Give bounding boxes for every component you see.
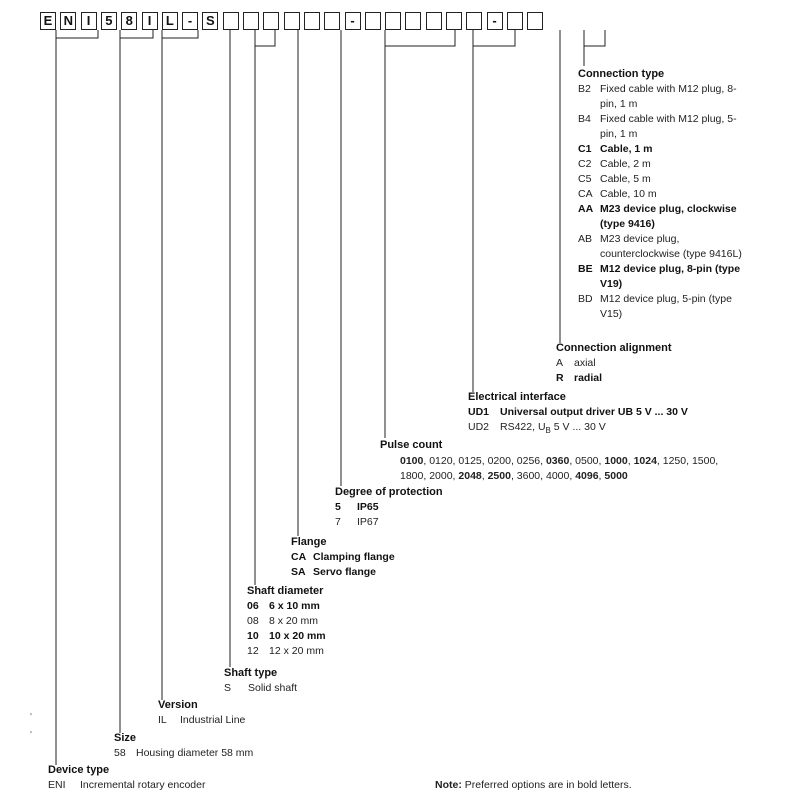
size-heading: Size — [114, 732, 137, 744]
code-box: S — [202, 12, 218, 30]
option-code: 08 — [247, 615, 259, 627]
option-code: UD2 — [468, 421, 490, 433]
section-electrical-interface — [468, 389, 768, 438]
option-row — [247, 599, 427, 614]
option-code: CA — [291, 551, 307, 563]
option-code: 12 — [247, 645, 259, 657]
option-desc: IP65 — [357, 501, 379, 513]
section-degree-of-protection — [335, 484, 515, 530]
connector-device-type — [56, 30, 98, 765]
connection-alignment-list — [556, 356, 736, 386]
protection-heading: Degree of protection — [335, 486, 443, 498]
option-desc: Clamping flange — [313, 551, 395, 563]
pulse-value: , — [481, 470, 488, 482]
option-code: 7 — [335, 516, 341, 528]
option-desc: Solid shaft — [248, 682, 298, 694]
version-heading: Version — [158, 699, 198, 711]
option-row — [578, 172, 753, 187]
option-row — [556, 356, 736, 371]
pulse-value-preferred: 0360 — [545, 455, 570, 467]
option-row — [578, 82, 753, 112]
code-box: - — [345, 12, 361, 30]
pulse-value: , 1250, 1500, — [656, 455, 719, 467]
option-desc: IP67 — [357, 516, 379, 528]
option-desc: Incremental rotary encoder — [80, 779, 206, 791]
option-code: A — [556, 357, 564, 369]
option-desc: Housing diameter 58 mm — [136, 747, 254, 759]
option-desc: axial — [574, 357, 596, 369]
option-code: C1 — [578, 143, 592, 155]
option-row — [158, 713, 358, 728]
option-code: 10 — [247, 630, 259, 642]
pulse-value: , — [627, 455, 634, 467]
option-code: B4 — [578, 113, 591, 125]
section-version — [158, 697, 358, 728]
option-code: AB — [578, 233, 593, 245]
section-pulse-count — [380, 437, 780, 483]
option-desc: Fixed cable with M12 plug, 8-pin, 1 m — [600, 83, 737, 110]
pulse-value-preferred: 2500 — [487, 470, 511, 482]
pulse-value: 1800, 2000, — [400, 470, 459, 482]
section-flange — [291, 534, 471, 580]
connection-alignment-heading: Connection alignment — [556, 342, 672, 354]
flange-list — [291, 550, 471, 580]
connection-type-heading: Connection type — [578, 68, 665, 80]
option-desc: Servo flange — [313, 566, 377, 578]
option-desc: RS422, $U_B$ 5 V ... 30 V — [500, 421, 606, 436]
code-box: - — [182, 12, 198, 30]
section-size — [114, 730, 334, 761]
connector-electrical-interface — [473, 30, 515, 392]
option-row — [335, 515, 515, 530]
option-desc: M12 device plug, 5-pin (type V15) — [600, 293, 732, 320]
option-code: C2 — [578, 158, 592, 170]
option-desc: Universal output driver UB 5 V ... 30 V — [500, 406, 688, 418]
shaft-diameter-heading: Shaft diameter — [247, 585, 324, 597]
note-text: Preferred options are in bold letters. — [461, 779, 632, 791]
option-code: 06 — [247, 600, 259, 612]
option-row — [578, 187, 753, 202]
section-connection-alignment — [556, 340, 736, 386]
option-code: 58 — [114, 747, 126, 759]
option-code: CA — [578, 188, 593, 200]
pulse-value-preferred: 0100 — [400, 455, 424, 467]
option-desc: M23 device plug, clockwise (type 9416) — [600, 203, 737, 230]
option-row — [578, 157, 753, 172]
pulse-count-line — [400, 455, 780, 468]
code-box: I — [142, 12, 158, 30]
option-desc: M12 device plug, 8-pin (type V19) — [600, 263, 741, 290]
pulse-value-preferred: 2048 — [458, 470, 482, 482]
stray-mark: ' — [30, 712, 32, 723]
code-box: E — [40, 12, 56, 30]
flange-heading: Flange — [291, 536, 327, 548]
pulse-count-heading: Pulse count — [380, 439, 443, 451]
stray-mark: ' — [30, 730, 32, 741]
option-row — [578, 112, 753, 142]
option-row — [224, 681, 424, 696]
option-code: AA — [578, 203, 594, 215]
pulse-value: , 3600, 4000, — [510, 470, 576, 482]
option-desc: Cable, 10 m — [600, 188, 657, 200]
option-code: UD1 — [468, 406, 490, 418]
pulse-value: , — [598, 470, 605, 482]
option-row — [247, 629, 427, 644]
section-device-type — [48, 762, 268, 793]
option-code: 5 — [335, 501, 341, 513]
option-code: ENI — [48, 779, 66, 791]
pulse-value-preferred: 5000 — [604, 470, 628, 482]
code-box: L — [162, 12, 178, 30]
pulse-value-preferred: 4096 — [575, 470, 599, 482]
connector-pulse-count — [385, 30, 455, 438]
shaft-type-heading: Shaft type — [224, 667, 278, 679]
option-row — [291, 565, 471, 580]
code-box: N — [60, 12, 76, 30]
option-desc: Industrial Line — [180, 714, 246, 726]
pulse-value: , 0120, 0125, 0200, 0256, — [423, 455, 546, 467]
option-row — [48, 778, 268, 793]
connector-size — [120, 30, 153, 733]
code-box: 5 — [101, 12, 117, 30]
option-row — [578, 232, 753, 262]
option-code: BE — [578, 263, 593, 275]
option-code: S — [224, 682, 232, 694]
note-label: Note: — [435, 779, 462, 791]
pulse-value: , 0500, — [569, 455, 605, 467]
electrical-interface-heading: Electrical interface — [468, 391, 566, 403]
option-desc: Cable, 5 m — [600, 173, 651, 185]
option-desc: 6 x 10 mm — [269, 600, 320, 612]
option-code: C5 — [578, 173, 592, 185]
option-row — [578, 292, 753, 322]
note — [435, 779, 632, 791]
pulse-count-values — [380, 455, 780, 483]
protection-list — [335, 500, 515, 530]
option-row — [556, 371, 736, 386]
option-code: B2 — [578, 83, 591, 95]
option-desc: 12 x 20 mm — [269, 645, 324, 657]
option-row — [578, 202, 753, 232]
section-shaft-type — [224, 665, 424, 696]
connection-type-list — [578, 82, 753, 322]
section-shaft-diameter — [247, 583, 427, 659]
option-row — [247, 614, 427, 629]
connector-connection-type — [584, 30, 605, 66]
option-row — [291, 550, 471, 565]
option-desc: 8 x 20 mm — [269, 615, 319, 627]
option-row — [578, 142, 753, 157]
pulse-value-preferred: 1000 — [604, 455, 628, 467]
pulse-value-preferred: 1024 — [633, 455, 657, 467]
option-ud2 — [468, 420, 768, 438]
option-code: BD — [578, 293, 593, 305]
option-code: SA — [291, 566, 306, 578]
option-desc: Cable, 2 m — [600, 158, 651, 170]
option-desc: 10 x 20 mm — [269, 630, 326, 642]
code-box: 8 — [121, 12, 137, 30]
option-code: IL — [158, 714, 167, 726]
option-row — [247, 644, 427, 659]
option-code: R — [556, 372, 564, 384]
option-row — [578, 262, 753, 292]
option-ud1 — [468, 405, 768, 420]
option-row — [335, 500, 515, 515]
pulse-count-line — [400, 470, 780, 483]
code-box: I — [81, 12, 97, 30]
option-desc: Fixed cable with M12 plug, 5-pin, 1 m — [600, 113, 737, 140]
option-desc: M23 device plug, counterclockwise (type 9416L) — [600, 233, 742, 260]
connector-version — [162, 30, 198, 700]
connector-shaft-diameter — [255, 30, 275, 585]
code-box: - — [487, 12, 503, 30]
shaft-diameter-list — [247, 599, 427, 659]
option-row — [114, 746, 334, 761]
section-connection-type — [578, 66, 753, 322]
device-type-heading: Device type — [48, 764, 110, 776]
option-desc: radial — [574, 372, 603, 384]
option-desc: Cable, 1 m — [600, 143, 653, 155]
